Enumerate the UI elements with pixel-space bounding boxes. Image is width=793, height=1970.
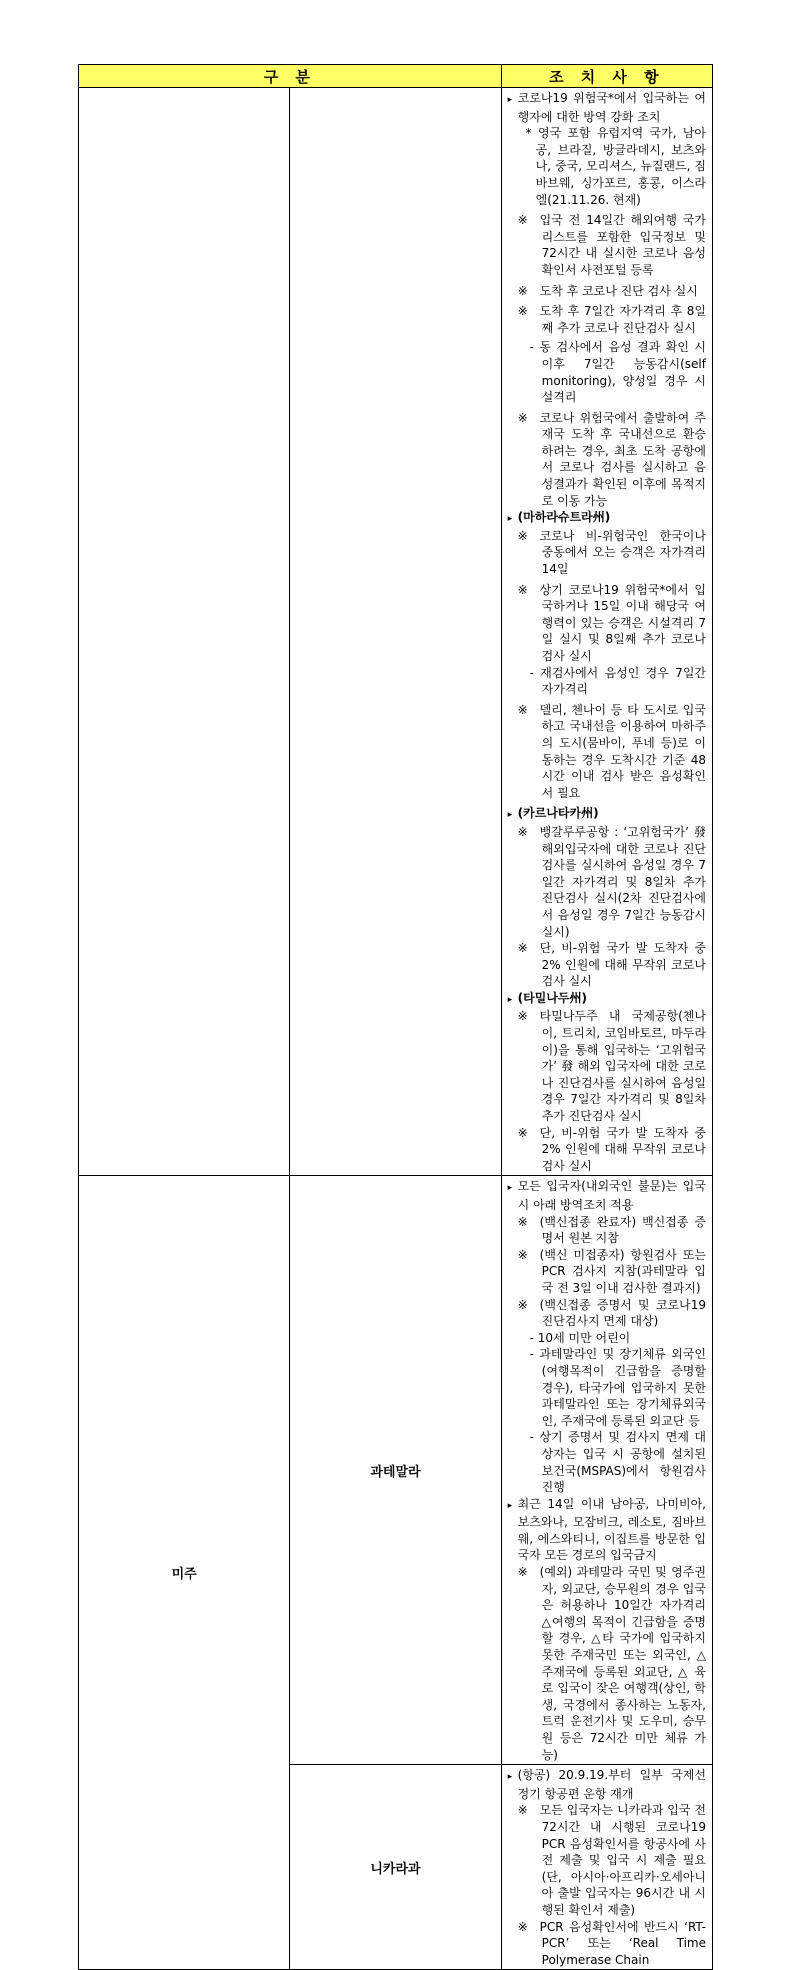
table-row-guatemala	[79, 1176, 713, 1765]
note-item: ※ 모든 입국자는 니카라과 입국 전 72시간 내 시행된 코로나19 PCR 음성확인서를 항공사에 사전 제출 및 입국 시 제출 필요(단, 아시아·아프리카·오세아니아 출발 입국자는 96시간 내 시행된 확인서 제출)	[517, 1803, 706, 1917]
note-mark: ※	[517, 1565, 528, 1580]
note-mark: ※	[517, 1297, 528, 1312]
country-cell-guatemala: 과테말라	[290, 1176, 501, 1765]
dash-item: - 재검사에서 음성인 경우 7일간 자가격리	[529, 665, 706, 697]
dash-item: - 10세 미만 어린이	[529, 1330, 631, 1345]
note-item: ※ (백신접종 증명서 및 코로나19 진단검사지 면제 대상)	[517, 1297, 706, 1329]
note-mark: ※	[517, 1214, 528, 1229]
section-heading: ▸ (마하라슈트라州)	[508, 509, 706, 528]
note-mark: ※	[517, 1009, 528, 1024]
measures-cell-india	[501, 88, 712, 1176]
note-item: ※ 도착 후 코로나 진단 검사 실시	[517, 283, 698, 298]
note-item: ※ (백신 미접종자) 항원검사 또는 PCR 검사지 지참(과테말라 입국 전 3일 이내 검사한 결과지)	[517, 1247, 706, 1295]
measures-table	[78, 64, 713, 1970]
note-mark: ※	[517, 582, 528, 597]
note-mark: ※	[517, 702, 528, 717]
note-item: ※ (예외) 과테말라 국민 및 영주권자, 외교단, 승무원의 경우 입국은 허용하나 10일간 자가격리 △여행의 목적이 긴급함을 증명할 경우, △타 국가에 입국하지 못한 주재국민 또는 외국인, △주재국에 등록된 외교단, △ 육로 입국이 잦은 여행객(상인, 학생, 국경에서 종사하는 노동자, 트럭 운전기사 및 도우미, 승무원 등은 72시간 미만 체류 가능)	[517, 1565, 706, 1762]
dash-item: - 상기 증명서 및 검사지 면제 대상자는 입국 시 공항에 설치된 보건국(MSPAS)에서 항원검사 진행	[529, 1430, 706, 1495]
header-measures: 조 치 사 항	[501, 65, 712, 88]
note-item: ※ 단, 비-위험 국가 발 도착자 중 2% 인원에 대해 무작위 코로나 검사 실시	[517, 1125, 706, 1173]
note-item: ※ 단, 비-위험 국가 발 도착자 중 2% 인원에 대해 무작위 코로나 검사 실시	[517, 941, 706, 989]
note-mark: ※	[517, 528, 528, 543]
note-mark: ※	[517, 1247, 528, 1262]
measures-cell-nicaragua	[501, 1765, 712, 1970]
bullet-item: ▸ 최근 14일 이내 남아공, 나미비아, 보츠와나, 모잠비크, 레소토, 짐바브웨, 에스와티니, 이집트를 방문한 입국자 모든 경로의 입국금지	[508, 1496, 706, 1564]
table-row-india	[79, 88, 713, 1176]
bullet-item: ▸ 모든 입국자(내외국인 불문)는 입국 시 아래 방역조치 적용	[508, 1178, 706, 1213]
note-item: ※ 타밀나두주 내 국제공항(첸나이, 트리치, 코임바토르, 마두라이)을 통해 입국하는 ‘고위험국가’ 發 해외 입국자에 대한 코로나 진단검사를 실시하여 음성일 경우 7일간 자가격리 및 8일차 추가 진단검사 실시	[517, 1009, 706, 1124]
dash-item: - 과테말라인 및 장기체류 외국인(여행목적이 긴급함을 증명할 경우), 타국가에 입국하지 못한 과테말라인 또는 장기체류외국인, 주재국에 등록된 외교단 등	[529, 1347, 706, 1428]
note-item: ※ 뱅갈루루공항 : ‘고위험국가’ 發 해외입국자에 대한 코로나 진단검사를 실시하여 음성일 경우 7일간 자가격리 및 8일차 추가 진단검사 실시(2차 진단검사에서 음성일 경우 7일간 능동감시 실시)	[517, 824, 706, 939]
note-item: ※ 입국 전 14일간 해외여행 국가 리스트를 포함한 입국정보 및 72시간 내 실시한 코로나 음성확인서 사전포털 등록	[517, 213, 706, 277]
section-heading: ▸ (카르나타카州)	[508, 805, 706, 824]
note-mark: ※	[517, 410, 528, 425]
bullet-item: ▸ (항공) 20.9.19.부터 일부 국제선 정기 항공편 운항 재개	[508, 1767, 706, 1802]
note-item: ※ 상기 코로나19 위험국*에서 입국하거나 15일 이내 해당국 여행력이 있는 승객은 시설격리 7일 실시 및 8일째 추가 코로나 검사 실시	[517, 582, 706, 663]
note-mark: ※	[517, 1803, 528, 1818]
region-cell: 미주	[79, 1176, 290, 1970]
measures-cell-guatemala	[501, 1176, 712, 1765]
note-item: ※ 코로나 비-위험국인 한국이나 중동에서 오는 승객은 자가격리 14일	[517, 528, 706, 577]
note-item: ※ PCR 음성확인서에 반드시 ‘RT-PCR’ 또는 ‘Real Time Polymerase Chain	[517, 1919, 706, 1967]
note-mark: ※	[517, 213, 528, 228]
footnote-item: * 영국 포함 유럽지역 국가, 남아공, 브라질, 방글라데시, 보츠와나, 중국, 모리셔스, 뉴질랜드, 짐바브웨, 싱가포르, 홍콩, 이스라엘(21.11.26. 현재)	[525, 126, 706, 207]
note-mark: ※	[517, 1919, 528, 1934]
header-category: 구 분	[79, 65, 502, 88]
note-mark: ※	[517, 283, 528, 298]
note-item: ※ 도착 후 7일간 자가격리 후 8일째 추가 코로나 진단검사 실시	[517, 304, 706, 335]
note-mark: ※	[517, 1125, 528, 1140]
note-mark: ※	[517, 304, 528, 319]
region-cell-empty	[79, 88, 290, 1176]
country-cell-nicaragua: 니카라과	[290, 1765, 501, 1970]
note-mark: ※	[517, 941, 528, 956]
country-cell-empty	[290, 88, 501, 1176]
section-heading: ▸ (타밀나두州)	[508, 990, 706, 1009]
note-item: ※ 델리, 첸나이 등 타 도시로 입국하고 국내선을 이용하여 마하주의 도시(뭄바이, 푸네 등)로 이동하는 경우 도착시간 기준 48시간 이내 검사 받은 음성확인서 필요	[517, 702, 706, 800]
note-item: ※ (백신접종 완료자) 백신접종 증명서 원본 지참	[517, 1214, 706, 1246]
note-mark: ※	[517, 824, 528, 839]
note-item: ※ 코로나 위험국에서 출발하여 주재국 도착 후 국내선으로 환승하려는 경우, 최초 도착 공항에서 코로나 검사를 실시하고 음성결과가 확인된 이후에 목적지로 이동 가능	[517, 410, 706, 508]
header-row	[79, 65, 713, 88]
bullet-item: ▸ 코로나19 위험국*에서 입국하는 여행자에 대한 방역 강화 조치	[508, 90, 706, 125]
dash-item: - 동 검사에서 음성 결과 확인 시 이후 7일간 능동감시(self monitoring), 양성일 경우 시설격리	[529, 340, 706, 405]
